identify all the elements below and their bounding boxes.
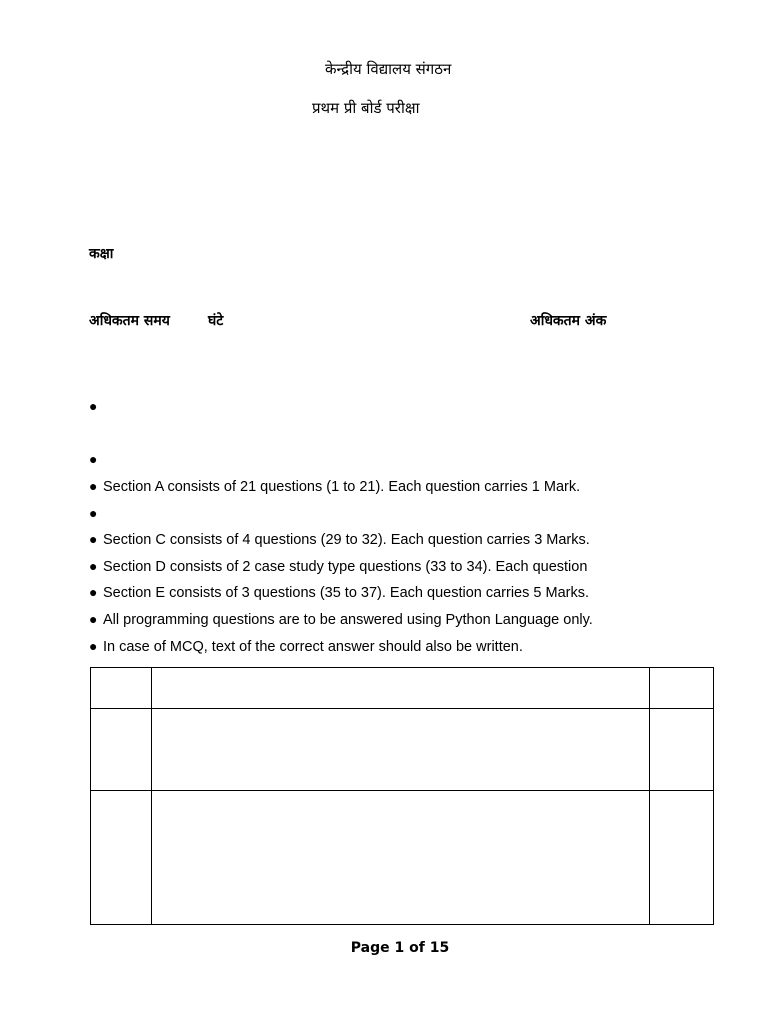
instruction-text: Section A consists of 21 questions (1 to 21). Each question carries 1 Mark. xyxy=(103,479,581,495)
instruction-item xyxy=(89,451,103,468)
table-cell xyxy=(650,791,714,925)
instruction-item xyxy=(89,584,589,601)
table-cell xyxy=(650,668,714,709)
instruction-item xyxy=(89,505,103,522)
bullet-icon: ● xyxy=(89,611,98,627)
instruction-item xyxy=(89,478,580,495)
max-marks-label: अधिकतम अंक xyxy=(530,313,607,329)
time-unit-label: घंटे xyxy=(208,313,224,329)
bullet-icon: ● xyxy=(89,558,98,574)
bullet-icon: ● xyxy=(89,398,98,414)
table-row xyxy=(91,709,714,791)
bullet-icon: ● xyxy=(89,638,98,654)
instruction-item xyxy=(89,638,523,655)
instruction-text: All programming questions are to be answered using Python Language only. xyxy=(103,612,593,628)
bullet-icon: ● xyxy=(89,531,98,547)
instruction-text: Section D consists of 2 case study type questions (33 to 34). Each question xyxy=(103,559,588,575)
table-cell xyxy=(91,668,152,709)
instruction-text: In case of MCQ, text of the correct answer should also be written. xyxy=(103,639,523,655)
max-time-label: अधिकतम समय xyxy=(89,313,170,329)
table-cell xyxy=(650,709,714,791)
instruction-item xyxy=(89,398,103,415)
exam-title: प्रथम प्री बोर्ड परीक्षा xyxy=(312,99,420,117)
table-cell xyxy=(91,709,152,791)
instruction-item xyxy=(89,531,590,548)
table-row xyxy=(91,791,714,925)
page-number: Page 1 of 15 xyxy=(350,940,450,956)
table-row xyxy=(91,668,714,709)
question-table xyxy=(90,667,714,925)
bullet-icon: ● xyxy=(89,505,98,521)
bullet-icon: ● xyxy=(89,584,98,600)
table-cell xyxy=(91,791,152,925)
instruction-text: Section C consists of 4 questions (29 to 32). Each question carries 3 Marks. xyxy=(103,532,590,548)
instruction-item xyxy=(89,558,587,575)
table-cell xyxy=(152,709,650,791)
table-cell xyxy=(152,668,650,709)
class-label: कक्षा xyxy=(89,246,114,262)
bullet-icon: ● xyxy=(89,451,98,467)
instruction-text: Section E consists of 3 questions (35 to 37). Each question carries 5 Marks. xyxy=(103,585,589,601)
table-cell xyxy=(152,791,650,925)
instruction-item xyxy=(89,611,593,628)
organization-title: केन्द्रीय विद्यालय संगठन xyxy=(325,60,452,78)
bullet-icon: ● xyxy=(89,478,98,494)
